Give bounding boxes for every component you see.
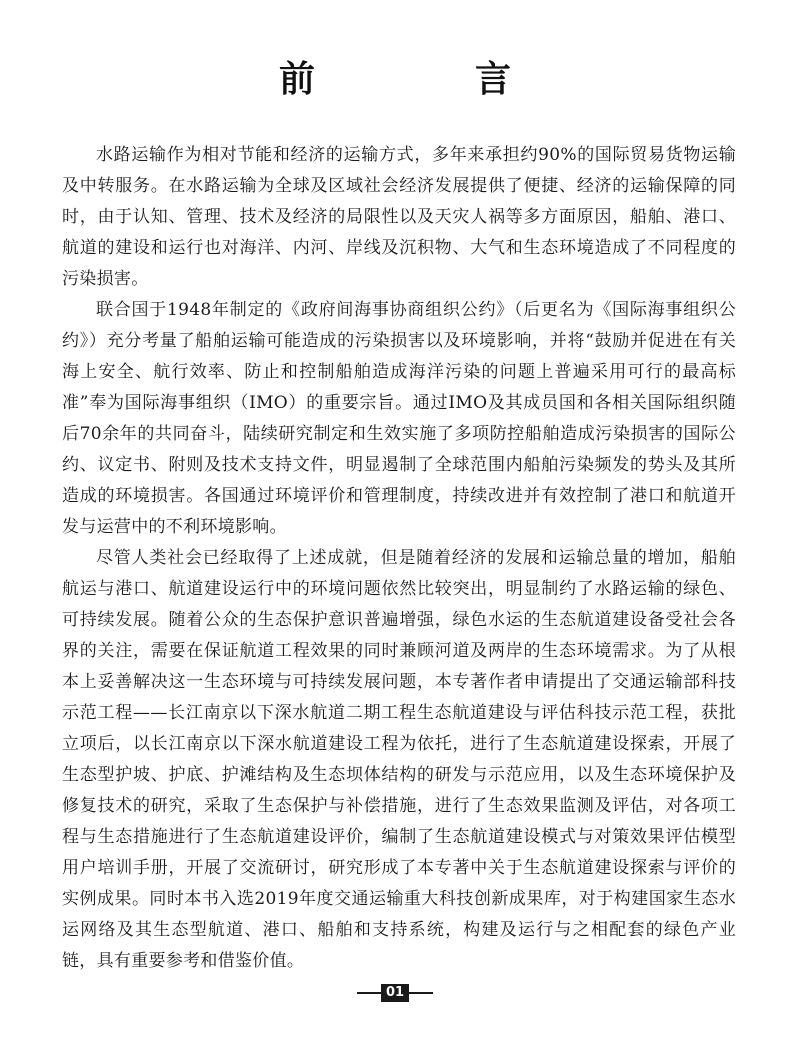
footer-rule-left [357,992,381,994]
footer-rule-right [409,992,433,994]
paragraph-1: 水路运输作为相对节能和经济的运输方式，多年来承担约90%的国际贸易货物运输及中转服务。在水路运输为全球及区域社会经济发展提供了便捷、经济的运输保障的同时，由于认知、管理、技术及经济的局限性以及天灾人祸等多方面原因，船舶、港口、航道的建设和运行也对海洋、内河、岸线及沉积物、大气和生态环境造成了不同程度的污染损害。 [62,145,736,289]
page-footer [0,982,790,1004]
body-text [62,140,736,977]
page-number: 01 [381,984,409,1002]
paragraph-3: 尽管人类社会已经取得了上述成就，但是随着经济的发展和运输总量的增加，船舶航运与港口、航道建设运行中的环境问题依然比较突出，明显制约了水路运输的绿色、可持续发展。随着公众的生态保护意识普遍增强，绿色水运的生态航道建设备受社会各界的关注，需要在保证航道工程效果的同时兼顾河道及两岸的生态环境需求。为了从根本上妥善解决这一生态环境与可持续发展问题，本专著作者申请提出了交通运输部科技示范工程——长江南京以下深水航道二期工程生态航道建设与评估科技示范工程，获批立项后，以长江南京以下深水航道建设工程为依托，进行了生态航道建设探索，开展了生态型护坡、护底、护滩结构及生态坝体结构的研发与示范应用，以及生态环境保护及修复技术的研究，采取了生态保护与补偿措施，进行了生态效果监测及评估，对各项工程与生态措施进行了生态航道建设评价，编制了生态航道建设模式与对策效果评估模型用户培训手册，开展了交流研讨，研究形成了本专著中关于生态航道建设探索与评价的实例成果。同时本书入选2019年度交通运输重大科技创新成果库，对于构建国家生态水运网络及其生态型航道、港口、船舶和支持系统，构建及运行与之相配套的绿色产业链，具有重要参考和借鉴价值。 [62,548,736,971]
paragraph-2: 联合国于1948年制定的《政府间海事协商组织公约》（后更名为《国际海事组织公约》）充分考量了船舶运输可能造成的污染损害以及环境影响，并将“鼓励并促进在有关海上安全、航行效率、防止和控制船舶造成海洋污染的问题上普遍采用可行的最高标准”奉为国际海事组织（IMO）的重要宗旨。通过IMO及其成员国和各相关国际组织随后70余年的共同奋斗，陆续研究制定和生效实施了多项防控船舶造成污染损害的国际公约、议定书、附则及技术支持文件，明显遏制了全球范围内船舶污染频发的势头及其所造成的环境损害。各国通过环境评价和管理制度，持续改进并有效控制了港口和航道开发与运营中的不利环境影响。 [62,300,736,537]
page-title: 前 言 [278,59,573,100]
